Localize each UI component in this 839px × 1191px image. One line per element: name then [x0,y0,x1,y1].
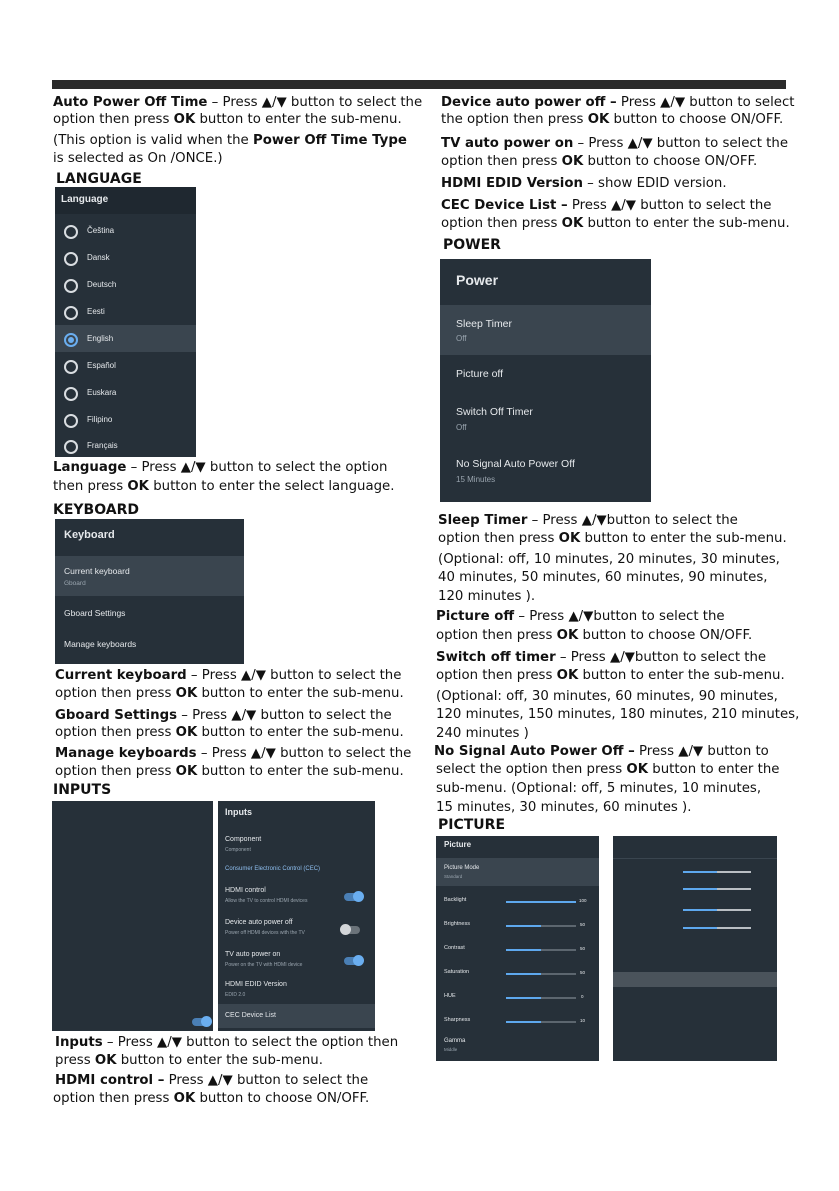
keyboard-desc-gboard-2: option then press OK button to enter the sub-menu. [55,725,404,740]
power-item-label: Switch Off Timer [456,406,533,418]
picture-item-saturation[interactable] [436,964,599,984]
keyboard-panel [55,519,244,664]
backlight-slider[interactable] [506,901,576,903]
hue-slider[interactable] [506,997,576,999]
switch-off-timer-desc-1: Switch off timer – Press ▲/▼button to select the [436,650,767,665]
inputs-item-label: Component [225,836,262,843]
keyboard-item-label: Manage keyboards [64,639,137,649]
picture-panel-title: Picture [444,840,472,849]
inputs-desc-1: Inputs – Press ▲/▼ button to select the option then [55,1035,399,1050]
background-toggle-icon [192,1018,210,1026]
power-item-picture-off[interactable] [440,357,651,393]
language-option-label: Español [87,361,116,370]
picture-off-desc-1: Picture off – Press ▲/▼button to select the [436,609,725,624]
picture-item-label: Brightness [444,921,470,927]
inputs-background-panel [52,801,213,1031]
picture-item-label: HUE [444,993,456,999]
background-slider [683,909,751,911]
inputs-desc-2: press OK button to enter the sub-menu. [55,1053,323,1068]
picture-item-label: Contrast [444,945,465,951]
picture-item-label: Backlight [444,897,467,903]
no-signal-desc-2: select the option then press OK button to enter the [436,762,780,777]
auto-power-off-line3: (This option is valid when the Power Off Time Type [53,133,407,148]
inputs-heading: INPUTS [53,782,112,798]
saturation-slider[interactable] [506,973,576,975]
power-item-sub: Off [456,423,467,432]
inputs-panel [218,801,375,1031]
power-item-switch-off-timer[interactable] [440,397,651,441]
inputs-item-cec-device-list[interactable] [218,1004,375,1028]
power-item-sleep-timer[interactable] [440,305,651,355]
picture-item-hue[interactable] [436,988,599,1008]
picture-item-sub: Middle [444,1047,458,1052]
picture-panel [436,836,599,1061]
inputs-item-sub: Component [225,847,251,853]
sharpness-slider[interactable] [506,1021,576,1023]
sleep-timer-desc-4: 40 minutes, 50 minutes, 60 minutes, 90 minutes, [438,570,768,585]
tv-auto-power-on-desc-1: TV auto power on – Press ▲/▼ button to select the [441,136,788,151]
language-option[interactable] [55,271,196,298]
language-option[interactable] [55,298,196,325]
keyboard-desc-current-1: Current keyboard – Press ▲/▼ button to select the [55,668,402,683]
inputs-item-label: CEC Device List [225,1012,276,1019]
keyboard-desc-current-2: option then press OK button to enter the sub-menu. [55,686,404,701]
language-panel-header [55,187,196,214]
keyboard-desc-gboard-1: Gboard Settings – Press ▲/▼ button to select the [55,708,392,723]
radio-selected-icon [64,333,78,347]
contrast-slider[interactable] [506,949,576,951]
picture-heading: PICTURE [438,817,506,833]
top-divider-bar [52,80,786,89]
auto-power-off-line4: is selected as On /ONCE.) [53,151,223,166]
inputs-item-label: HDMI control [225,887,266,894]
power-item-label: Sleep Timer [456,318,513,330]
inputs-item-sub: Power on the TV with HDMI device [225,962,303,968]
background-highlight-row [613,972,777,987]
sleep-timer-desc-1: Sleep Timer – Press ▲/▼button to select the [438,513,738,528]
picture-off-desc-2: option then press OK button to choose ON/OFF. [436,628,753,643]
device-auto-power-off-toggle[interactable] [342,926,360,934]
auto-power-off-line1: Auto Power Off Time – Press ▲/▼ button to select the [53,95,423,110]
picture-background-panel [613,836,777,1061]
sharpness-value: 10 [580,1018,586,1023]
sleep-timer-desc-2: option then press OK button to enter the sub-menu. [438,531,787,546]
power-panel [440,259,651,502]
inputs-panel-title: Inputs [225,807,252,817]
device-auto-power-off-desc-2: the option then press OK button to choose ON/OFF. [441,112,784,127]
language-option-label: Dansk [87,253,110,262]
keyboard-item-manage[interactable] [55,631,244,661]
switch-off-timer-desc-4: 120 minutes, 150 minutes, 180 minutes, 210 minutes, [436,707,800,722]
keyboard-item-gboard-settings[interactable] [55,599,244,629]
switch-off-timer-desc-2: option then press OK button to enter the sub-menu. [436,668,785,683]
inputs-item-device-auto-power-off[interactable] [218,915,375,943]
picture-item-label: Picture Mode [444,865,480,871]
background-slider [683,888,751,890]
inputs-item-label: TV auto power on [225,951,281,958]
hdmi-control-desc-2: option then press OK button to choose ON/OFF. [53,1091,370,1106]
inputs-item-hdmi-control[interactable] [218,883,375,911]
tv-auto-power-on-toggle[interactable] [344,957,362,965]
contrast-value: 50 [580,946,586,951]
cec-device-list-desc-1: CEC Device List – Press ▲/▼ button to select the [441,198,772,213]
language-heading: LANGUAGE [56,171,142,187]
picture-item-backlight[interactable] [436,892,599,912]
picture-item-label: Sharpness [444,1017,471,1023]
language-option-label: Deutsch [87,280,117,289]
keyboard-item-label: Gboard Settings [64,608,126,618]
auto-power-off-line2: option then press OK button to enter the sub-menu. [53,112,402,127]
keyboard-desc-manage-2: option then press OK button to enter the sub-menu. [55,764,404,779]
background-slider [683,927,751,929]
sleep-timer-desc-5: 120 minutes ). [438,589,536,604]
sleep-timer-desc-3: (Optional: off, 10 minutes, 20 minutes, 30 minutes, [438,552,780,567]
language-option-selected[interactable] [55,325,196,352]
picture-item-contrast[interactable] [436,940,599,960]
radio-icon [64,225,78,239]
keyboard-item-sub: Gboard [64,580,86,587]
brightness-slider[interactable] [506,925,576,927]
language-option-label: Čeština [87,226,115,235]
no-signal-desc-4: 15 minutes, 30 minutes, 60 minutes ). [436,800,692,815]
language-option-label: Euskara [87,388,117,397]
switch-off-timer-desc-5: 240 minutes ) [436,726,529,741]
power-panel-title: Power [456,272,499,288]
radio-icon [64,440,78,454]
tv-auto-power-on-desc-2: option then press OK button to choose ON/OFF. [441,154,758,169]
inputs-item-sub: EDID 2.0 [225,992,246,998]
language-panel [55,187,196,457]
hue-value: 0 [581,994,584,999]
keyboard-heading: KEYBOARD [53,502,139,518]
device-auto-power-off-desc-1: Device auto power off – Press ▲/▼ button to select [441,95,795,110]
language-option-label: English [87,334,114,343]
hdmi-control-toggle[interactable] [344,893,362,901]
keyboard-item-current[interactable] [55,556,244,596]
hdmi-edid-desc: HDMI EDID Version – show EDID version. [441,176,727,191]
radio-icon [64,360,78,374]
power-item-sub: Off [456,334,467,343]
inputs-item-tv-auto-power-on[interactable] [218,947,375,975]
radio-icon [64,414,78,428]
radio-icon [64,252,78,266]
radio-icon [64,306,78,320]
picture-item-mode[interactable] [436,858,599,886]
language-option[interactable] [55,406,196,433]
cec-section-header: Consumer Electronic Control (CEC) [225,866,321,872]
power-item-label: No Signal Auto Power Off [456,458,575,470]
language-option-label: Français [87,441,118,450]
language-option-label: Eesti [87,307,105,316]
keyboard-item-label: Current keyboard [64,566,130,576]
no-signal-desc-3: sub-menu. (Optional: off, 5 minutes, 10 minutes, [436,781,762,796]
language-desc-line1: Language – Press ▲/▼ button to select the option [53,460,388,475]
inputs-item-label: HDMI EDID Version [225,981,287,988]
divider [613,858,777,859]
picture-item-brightness[interactable] [436,916,599,936]
inputs-item-sub: Allow the TV to control HDMI devices [225,898,308,904]
inputs-item-component[interactable] [218,831,375,859]
power-heading: POWER [443,237,501,253]
language-desc-line2: then press OK button to enter the select language. [53,479,395,494]
power-item-no-signal[interactable] [440,449,651,493]
no-signal-desc-1: No Signal Auto Power Off – Press ▲/▼ button to [434,744,769,759]
power-item-label: Picture off [456,368,504,380]
language-option[interactable] [55,244,196,271]
language-option[interactable] [55,379,196,406]
backlight-value: 100 [579,898,587,903]
brightness-value: 50 [580,922,586,927]
language-option[interactable] [55,352,196,379]
radio-icon [64,387,78,401]
inputs-item-sub: Power off HDMI devices with the TV [225,930,305,936]
power-item-sub: 15 Minutes [456,475,496,484]
keyboard-panel-title: Keyboard [64,529,115,541]
keyboard-desc-manage-1: Manage keyboards – Press ▲/▼ button to select the [55,746,412,761]
saturation-value: 50 [580,970,586,975]
inputs-item-label: Device auto power off [225,919,293,926]
picture-item-sharpness[interactable] [436,1012,599,1032]
language-panel-title: Language [61,194,109,205]
language-option[interactable] [55,433,196,457]
cec-device-list-desc-2: option then press OK button to enter the sub-menu. [441,216,790,231]
picture-item-gamma[interactable] [436,1036,599,1060]
language-option-label: Filipino [87,415,113,424]
inputs-item-hdmi-edid[interactable] [218,977,375,1003]
language-option[interactable] [55,217,196,244]
switch-off-timer-desc-3: (Optional: off, 30 minutes, 60 minutes, 90 minutes, [436,689,778,704]
radio-icon [64,279,78,293]
picture-item-label: Saturation [444,969,470,975]
hdmi-control-desc-1: HDMI control – Press ▲/▼ button to select the [55,1073,369,1088]
picture-item-sub: Standard [444,874,463,879]
picture-item-label: Gamma [444,1038,466,1044]
background-slider [683,871,751,873]
